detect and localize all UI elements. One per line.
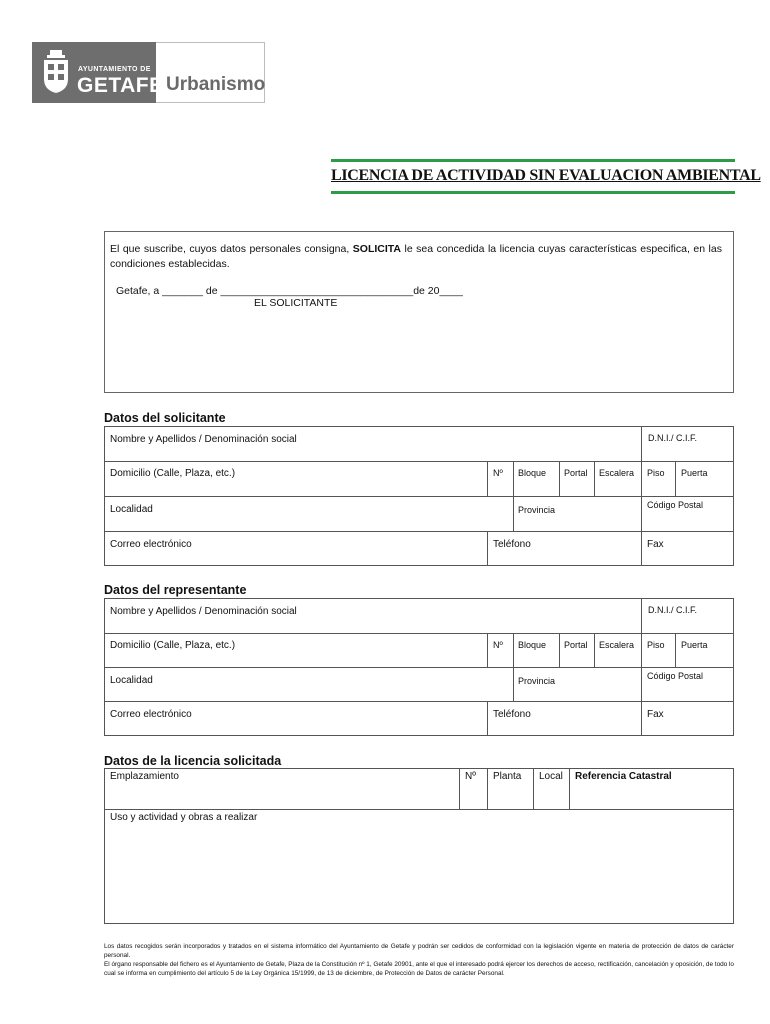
rep-bloque-label: Bloque <box>518 640 547 650</box>
rep-piso-field[interactable] <box>641 634 675 667</box>
rep-telefono-label: Teléfono <box>493 709 531 720</box>
representante-row-locality <box>105 668 733 702</box>
rep-provincia-label: Provincia <box>518 676 556 686</box>
domicilio-field[interactable]: Domicilio (Calle, Plaza, etc.) <box>110 468 236 479</box>
lic-numero-label: Nº <box>465 771 476 782</box>
rep-telefono-field[interactable] <box>487 702 641 736</box>
request-statement: El que suscribe, cuyos datos personales consigna, SOLICITA le sea concedida la licencia cuyas características especifica, en las condiciones establecidas. <box>110 243 722 270</box>
licencia-table <box>104 768 734 924</box>
emplazamiento-field[interactable]: Emplazamiento <box>110 771 179 782</box>
rep-escalera-label: Escalera <box>599 640 635 650</box>
rep-correo-field[interactable]: Correo electrónico <box>110 709 192 720</box>
fax-field[interactable] <box>641 532 733 566</box>
uso-actividad-field[interactable]: Uso y actividad y obras a realizar <box>110 812 258 823</box>
place-date-line[interactable]: Getafe, a _______ de _________________________________de 20____ <box>116 285 463 297</box>
solicitante-table <box>104 426 734 566</box>
solicitante-row-locality <box>105 497 733 532</box>
solicitante-row-contact <box>105 532 733 566</box>
numero-field[interactable] <box>487 462 513 496</box>
rep-fax-label: Fax <box>647 709 664 720</box>
correo-field[interactable]: Correo electrónico <box>110 539 192 550</box>
telefono-label: Teléfono <box>493 539 531 550</box>
rep-name-field[interactable]: Nombre y Apellidos / Denominación social <box>110 606 297 617</box>
representante-table <box>104 598 734 736</box>
referencia-catastral-field[interactable] <box>569 769 733 809</box>
rep-cp-label: Código Postal <box>647 671 704 681</box>
rep-portal-label: Portal <box>564 640 588 650</box>
piso-field[interactable] <box>641 462 675 496</box>
localidad-field[interactable]: Localidad <box>110 504 153 515</box>
portal-label: Portal <box>564 468 588 478</box>
local-field[interactable] <box>533 769 569 809</box>
rep-dni-label: D.N.I./ C.I.F. <box>648 605 698 615</box>
footer-paragraph-2: El órgano responsable del fichero es el Ayuntamiento de Getafe, Plaza de la Constitución nº 1, Getafe 20901, ante el que el interesado podrá ejercer los derechos de acceso, rectificación, cancelación y oposición, de todo lo cual se informa en cumplimiento del artículo 5 de la Ley Orgánica 15/1999, de 13 de diciembre, de Protección de Datos de carácter Personal. <box>104 961 734 977</box>
logo-title: GETAFE <box>77 74 164 97</box>
rep-puerta-field[interactable] <box>675 634 733 667</box>
rep-numero-field[interactable] <box>487 634 513 667</box>
provincia-field[interactable] <box>513 497 641 531</box>
legal-footer <box>104 942 734 978</box>
representante-row-address <box>105 634 733 668</box>
cp-field[interactable] <box>641 497 733 531</box>
puerta-label: Puerta <box>681 468 708 478</box>
escalera-label: Escalera <box>599 468 635 478</box>
licencia-row-uso <box>105 810 733 924</box>
section-title-representante: Datos del representante <box>104 583 247 597</box>
rep-cp-field[interactable] <box>641 668 733 701</box>
department-name: Urbanismo <box>166 74 266 95</box>
bloque-label: Bloque <box>518 468 547 478</box>
coat-of-arms-icon <box>41 49 71 94</box>
rep-localidad-field[interactable]: Localidad <box>110 675 153 686</box>
local-label: Local <box>539 771 563 782</box>
rep-numero-label: Nº <box>493 640 503 650</box>
referencia-catastral-label: Referencia Catastral <box>575 771 672 782</box>
licencia-row-location <box>105 769 733 810</box>
rep-puerta-label: Puerta <box>681 640 708 650</box>
portal-field[interactable] <box>559 462 594 496</box>
solicitante-row-address <box>105 462 733 497</box>
name-field[interactable]: Nombre y Apellidos / Denominación social <box>110 434 297 445</box>
lic-numero-field[interactable] <box>459 769 487 809</box>
telefono-field[interactable] <box>487 532 641 566</box>
rep-dni-field[interactable] <box>641 599 733 633</box>
rep-piso-label: Piso <box>647 640 665 650</box>
representante-row-name <box>105 599 733 634</box>
section-title-solicitante: Datos del solicitante <box>104 411 226 425</box>
footer-paragraph-1: Los datos recogidos serán incorporados y tratados en el sistema informático del Ayuntamiento de Getafe y podrán ser cedidos de conformidad con la legislación vigente en materia de protección de datos de carácter personal. <box>104 943 734 959</box>
rep-portal-field[interactable] <box>559 634 594 667</box>
solicitante-row-name <box>105 427 733 462</box>
cp-label: Código Postal <box>647 500 704 510</box>
planta-label: Planta <box>493 771 522 782</box>
dni-label: D.N.I./ C.I.F. <box>648 433 698 443</box>
rep-provincia-field[interactable] <box>513 668 641 701</box>
bloque-field[interactable] <box>513 462 559 496</box>
document-title: LICENCIA DE ACTIVIDAD SIN EVALUACION AMBIENTAL <box>331 167 761 184</box>
escalera-field[interactable] <box>594 462 641 496</box>
signature-label: EL SOLICITANTE <box>254 297 338 309</box>
fax-label: Fax <box>647 539 664 550</box>
rep-fax-field[interactable] <box>641 702 733 736</box>
title-top-rule <box>331 159 735 162</box>
rep-bloque-field[interactable] <box>513 634 559 667</box>
dni-field[interactable] <box>641 427 733 461</box>
provincia-label: Provincia <box>518 505 556 515</box>
logo-subtitle: AYUNTAMIENTO DE <box>78 66 151 73</box>
title-bottom-rule <box>331 191 735 194</box>
rep-domicilio-field[interactable]: Domicilio (Calle, Plaza, etc.) <box>110 640 236 651</box>
puerta-field[interactable] <box>675 462 733 496</box>
numero-label: Nº <box>493 468 503 478</box>
piso-label: Piso <box>647 468 665 478</box>
section-title-licencia: Datos de la licencia solicitada <box>104 754 282 768</box>
rep-escalera-field[interactable] <box>594 634 641 667</box>
representante-row-contact <box>105 702 733 736</box>
planta-field[interactable] <box>487 769 533 809</box>
